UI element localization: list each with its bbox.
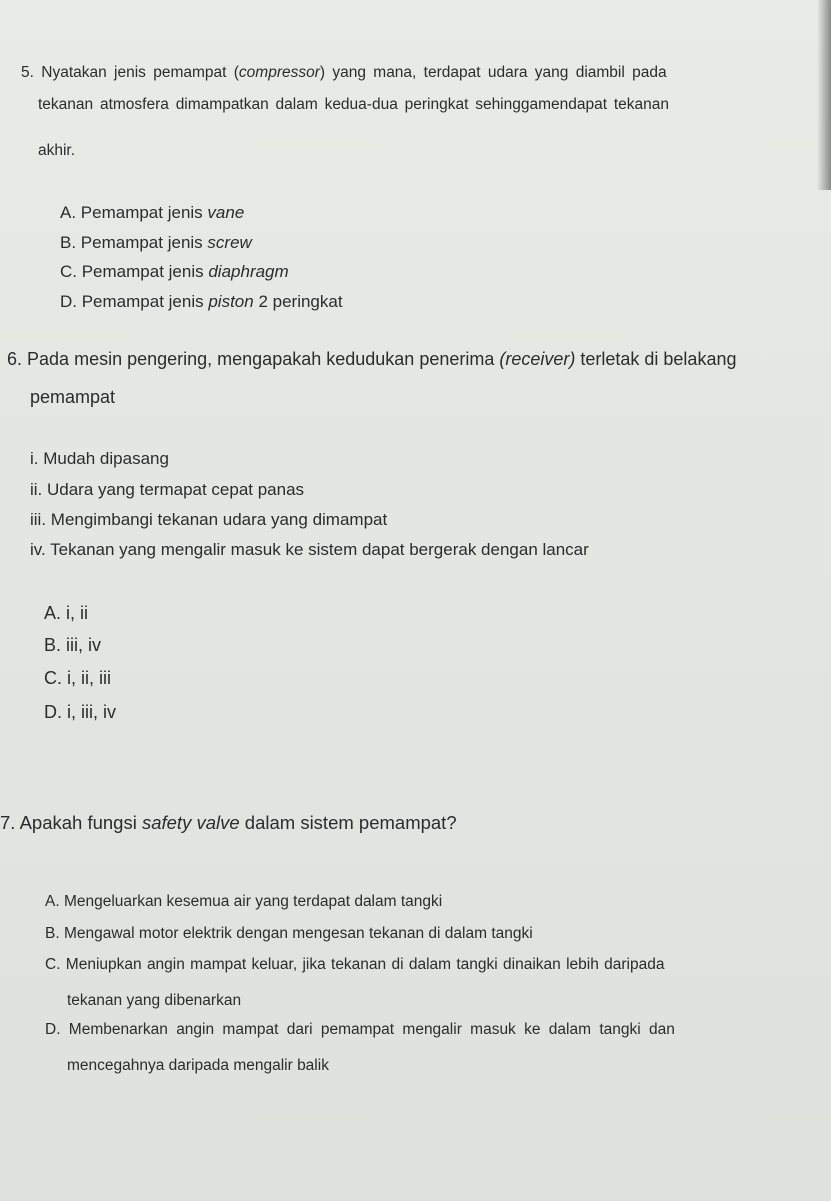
q5-line-3: akhir. [38,142,76,159]
q5-option-c: C. Pemampat jenis diaphragm [60,262,289,281]
q6-statement-ii: ii. Udara yang termapat cepat panas [30,480,305,499]
q7-option-a: A. Mengeluarkan kesemua air yang terdapat dalam tangki [45,893,443,910]
q5-option-a: A. Pemampat jenis vane [60,203,245,222]
q7-option-c-continuation: tekanan yang dibenarkan [67,992,242,1009]
q7-option-b: B. Mengawal motor elektrik dengan mengesan tekanan di dalam tangki [45,925,533,942]
page-edge-shadow [817,0,831,190]
q6-option-b: B. iii, iv [44,635,102,655]
q7-number: 7. [0,812,16,833]
q5-number: 5. [21,64,34,81]
q6-line-2: pemampat [30,387,116,407]
q6-option-d: D. i, iii, iv [44,702,116,722]
q6-line-1: 6. Pada mesin pengering, mengapakah kedudukan penerima (receiver) terletak di belakang [7,349,737,369]
q5-option-b: B. Pemampat jenis screw [60,233,252,252]
q6-statement-iv: iv. Tekanan yang mengalir masuk ke sistem dapat bergerak dengan lancar [30,540,589,559]
q6-option-a: A. i, ii [44,603,89,623]
q6-number: 6. [7,349,23,369]
q7-option-d: D. Membenarkan angin mampat dari pemampat mengalir masuk ke dalam tangki dan [45,1021,675,1038]
q6-option-c: C. i, ii, iii [44,668,111,688]
q7-option-c: C. Meniupkan angin mampat keluar, jika tekanan di dalam tangki dinaikan lebih daripada [45,956,665,973]
q5-option-d: D. Pemampat jenis piston 2 peringkat [60,292,343,311]
q5-line-2: tekanan atmosfera dimampatkan dalam kedua-dua peringkat sehinggamendapat tekanan [38,96,670,113]
q5-line-1: 5. Nyatakan jenis pemampat (compressor) yang mana, terdapat udara yang diambil pada [21,64,667,81]
q6-statement-i: i. Mudah dipasang [30,449,169,468]
q7-option-d-continuation: mencegahnya daripada mengalir balik [67,1057,329,1074]
q6-statement-iii: iii. Mengimbangi tekanan udara yang dimampat [30,510,388,529]
q7-line-1: 7. Apakah fungsi safety valve dalam sistem pemampat? [0,812,457,833]
